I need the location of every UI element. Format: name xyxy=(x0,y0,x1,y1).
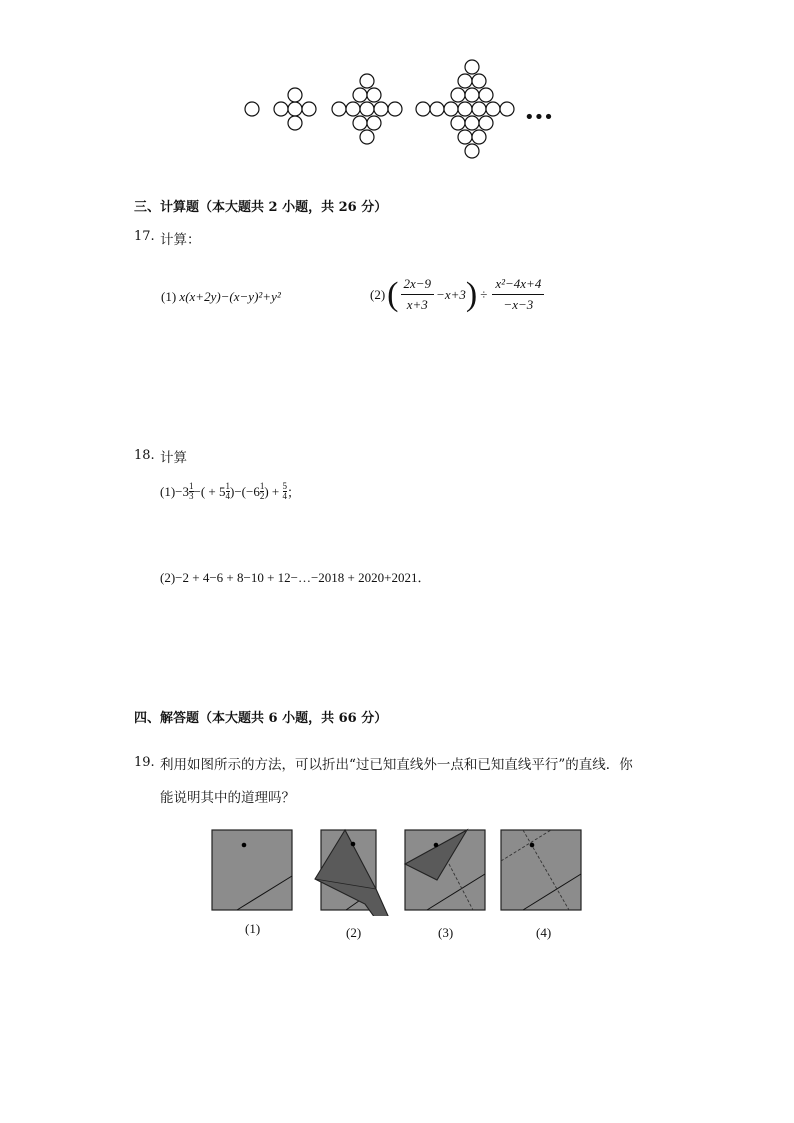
fraction-denominator: x+3 xyxy=(406,297,428,312)
pattern-circle xyxy=(451,116,465,130)
fold-step-3 xyxy=(405,830,485,910)
figure-caption-2: (2) xyxy=(346,925,362,940)
pattern-circle xyxy=(451,88,465,102)
pattern-circle xyxy=(374,102,388,116)
fraction-denominator: 4 xyxy=(225,491,231,501)
right-paren: ) xyxy=(465,275,478,313)
expression-segment: −( + 5 xyxy=(193,483,226,499)
question-17-text: 计算： xyxy=(160,232,201,248)
pattern-circle xyxy=(458,102,472,116)
pattern-circle xyxy=(472,74,486,88)
left-paren: ( xyxy=(387,275,399,313)
pattern-circle xyxy=(353,88,367,102)
pattern-circle xyxy=(353,116,367,130)
question-18-part-1 xyxy=(160,482,300,501)
pattern-circle xyxy=(274,102,288,116)
question-19-number: 19. xyxy=(134,755,155,770)
expression-segment: )−(−6 xyxy=(230,483,260,499)
fraction-numerator: 1 xyxy=(225,481,231,491)
division-sign: ÷ xyxy=(480,286,488,302)
pattern-circle xyxy=(479,116,493,130)
question-17-part-1 xyxy=(161,289,281,305)
question-18-text: 计算 xyxy=(160,450,187,466)
pattern-circle xyxy=(367,116,381,130)
fraction-numerator: 1 xyxy=(189,481,194,491)
paper-square xyxy=(212,830,292,910)
fraction-denominator: −x−3 xyxy=(503,297,534,312)
q17-part-2-middle: −x+3 xyxy=(436,286,466,302)
pattern-circle xyxy=(302,102,316,116)
pattern-circle xyxy=(288,88,302,102)
pattern-circle xyxy=(465,60,479,74)
q17-part-1-label: (1) xyxy=(161,289,177,304)
fraction-denominator: 3 xyxy=(189,491,194,501)
pattern-circle xyxy=(444,102,458,116)
fraction-numerator: 2x−9 xyxy=(401,276,435,295)
fraction-denominator: 2 xyxy=(259,491,265,501)
fraction-numerator: 1 xyxy=(259,481,265,491)
q17-part-2-divisor-fraction xyxy=(492,276,544,313)
pattern-circle xyxy=(388,102,402,116)
pattern-circle xyxy=(367,88,381,102)
section-4-title: 四、解答题（本大题共 6 小题，共 66 分） xyxy=(134,711,388,726)
q17-part-1-expression: x(x+2y)−(x−y)²+y² xyxy=(179,289,281,304)
pattern-circle xyxy=(472,102,486,116)
pattern-ellipsis: ••• xyxy=(524,107,553,128)
paper-square xyxy=(501,830,581,910)
pattern-circle xyxy=(479,88,493,102)
pattern-circle xyxy=(465,116,479,130)
pattern-circle xyxy=(465,144,479,158)
question-17-part-2 xyxy=(370,276,546,313)
figure-caption-1: (1) xyxy=(245,921,261,936)
question-17-number: 17. xyxy=(134,229,155,244)
fold-step-2 xyxy=(315,830,389,916)
fraction-numerator: x²−4x+4 xyxy=(492,276,544,295)
fraction-denominator: 4 xyxy=(282,491,288,501)
pattern-circle xyxy=(360,102,374,116)
q17-part-2-fraction xyxy=(401,276,435,313)
section-3-title: 三、计算题（本大题共 2 小题，共 26 分） xyxy=(134,200,388,215)
pattern-circle xyxy=(360,130,374,144)
pattern-circle xyxy=(458,130,472,144)
pattern-circle xyxy=(500,102,514,116)
pattern-circle xyxy=(288,102,302,116)
pattern-circle xyxy=(416,102,430,116)
q17-part-2-label: (2) xyxy=(370,286,386,302)
paper-folding-figures xyxy=(205,824,590,916)
pattern-circle xyxy=(332,102,346,116)
q18-part-1-label: (1) xyxy=(160,483,176,499)
pattern-circle xyxy=(360,74,374,88)
fraction-numerator: 5 xyxy=(282,481,288,491)
given-point xyxy=(351,842,356,847)
pattern-circle xyxy=(288,116,302,130)
pattern-circle xyxy=(472,130,486,144)
pattern-circle xyxy=(465,88,479,102)
expression-end: ； xyxy=(287,485,301,500)
question-18-number: 18. xyxy=(134,448,155,463)
figure-caption-4: (4) xyxy=(536,925,552,940)
pattern-circle xyxy=(346,102,360,116)
fold-step-1 xyxy=(212,830,292,910)
pattern-circle xyxy=(458,74,472,88)
pattern-circle xyxy=(486,102,500,116)
circle-pattern-figure xyxy=(235,58,565,162)
mixed-number-whole: −3 xyxy=(175,483,190,499)
pattern-circle xyxy=(245,102,259,116)
pattern-circle xyxy=(430,102,444,116)
question-18-part-2: (2)−2 + 4−6 + 8−10 + 12−…−2018 + 2020+2021． xyxy=(160,570,431,585)
question-19-line-2: 能说明其中的道理吗？ xyxy=(160,790,295,806)
given-point xyxy=(530,843,535,848)
figure-caption-3: (3) xyxy=(438,925,454,940)
expression-segment: ) + xyxy=(264,483,283,499)
given-point xyxy=(434,843,439,848)
question-19-line-1: 利用如图所示的方法，可以折出“过已知直线外一点和已知直线平行”的直线．你 xyxy=(160,757,633,773)
given-point xyxy=(242,843,247,848)
fold-step-4 xyxy=(501,830,581,910)
